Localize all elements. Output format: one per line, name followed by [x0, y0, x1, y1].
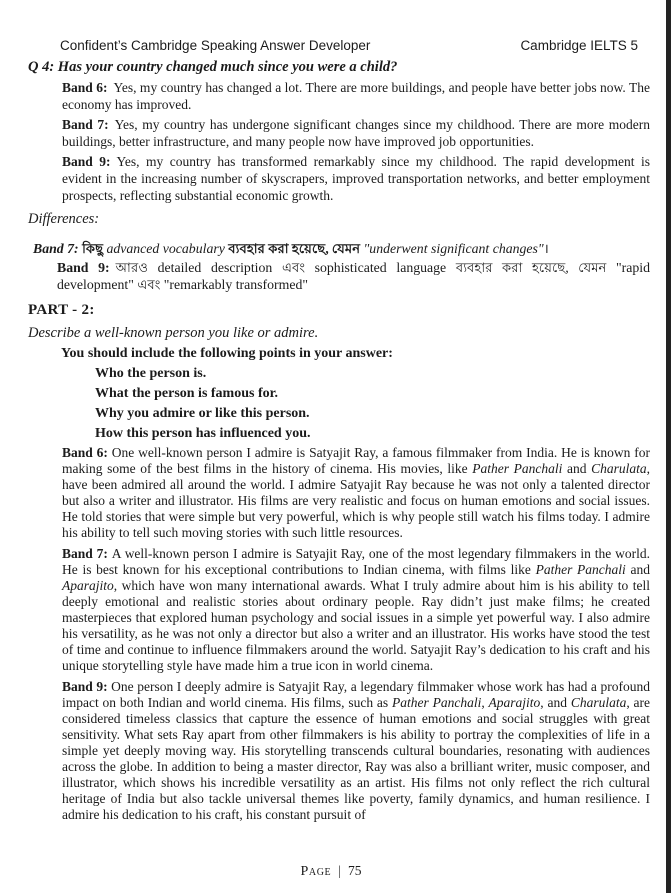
part2-band6-answer: Band 6: One well-known person I admire is Satyajit Ray, a famous filmmaker from India. He is known for making some of the best films in the history of cinema. His movies, like Pather Panchali and Charulata, have been admired all around the world. I admire Satyajit Ray because he was not only a talented director but also a writer and illustrator. His films are very realistic and focus on human emotions and social issues. He told stories that were simple but very powerful, which is why people still watch his films today. I admire his ability to tell such moving stories with such little resources.	[62, 445, 651, 540]
point-who: Who the person is.	[95, 366, 207, 381]
footer-page-number: 75	[347, 863, 362, 878]
differences-band7-note: Band 7: কিছু advanced vocabulary ব্যবহার করা হয়েছে, যেমন "underwent significant changes"।	[33, 241, 549, 256]
part1-band7-answer: Band 7: Yes, my country has undergone significant changes since my childhood. There are more modern buildings, better infrastructure, and many people now have improved job opportunities.	[62, 117, 650, 149]
part1-band9-answer: Band 9: Yes, my country has transformed remarkably since my childhood. The rapid development is evident in the increasing number of skyscrapers, improved transportation networks, and better employment prospects, reflecting substantial economic growth.	[62, 154, 650, 203]
point-what: What the person is famous for.	[95, 386, 279, 401]
page-right-edge-line	[666, 0, 671, 893]
differences-band9-note: Band 9: আরও detailed description এবং sophisticated language ব্যবহার করা হয়েছে, যেমন "rapid development" এবং "remarkably transformed"	[57, 260, 650, 292]
part2-band9-answer: Band 9: One person I deeply admire is Satyajit Ray, a legendary filmmaker whose work has had a profound impact on both Indian and world cinema. His films, such as Pather Panchali, Aparajito, and Charulata, are considered timeless classics that capture the essence of human emotions and social struggles with great sensitivity. What sets Ray apart from other filmmakers is his ability to portray the complexities of life in a simple yet deeply moving way. His storytelling transcends cultural boundaries, resonating with audiences across the globe. In addition to being a master director, Ray was also a brilliant writer, music composer, and illustrator, which shows his incredible versatility as an artist. His films not only reflect the rich cultural heritage of India but also tackle universal themes like poverty, family dynamics, and human resilience. I admire his dedication to his craft, his constant pursuit of	[62, 679, 651, 822]
page-header	[60, 38, 638, 54]
footer-separator: |	[338, 863, 341, 878]
point-how: How this person has influenced you.	[95, 426, 311, 441]
cue-card-topic: Describe a well-known person you like or admire.	[28, 325, 319, 341]
header-document-title: Confident’s Cambridge Speaking Answer Developer	[60, 38, 371, 53]
part2-heading: PART - 2:	[28, 302, 95, 318]
part1-band6-answer: Band 6: Yes, my country has changed a lot. There are more buildings, and people have better jobs now. The economy has improved.	[62, 80, 650, 112]
footer-page-label: Page	[300, 864, 332, 879]
page-footer	[0, 862, 662, 893]
differences-heading: Differences:	[28, 211, 100, 227]
question-4-line: Q 4: Has your country changed much since you were a child?	[28, 59, 398, 75]
point-why: Why you admire or like this person.	[95, 406, 310, 421]
points-intro-line: You should include the following points in your answer:	[61, 346, 393, 361]
header-book-title: Cambridge IELTS 5	[520, 38, 638, 53]
part2-band7-answer: Band 7: A well-known person I admire is Satyajit Ray, one of the most legendary filmmakers in the world. He is best known for his exceptional contributions to Indian cinema, with films like Pather Panchali and Aparajito, which have won many international awards. What I truly admire about him is his ability to tell deeply emotional and realistic stories about ordinary people. Ray didn’t just make films; he created masterpieces that explored human psychology and social issues in a simple yet powerful way. I also admire his versatility, as he was not only a director but also a writer and an illustrator. His works have stood the test of time and continue to influence filmmakers around the world. Satyajit Ray’s dedication to his craft and his unique storytelling style have made him a true icon in world cinema.	[62, 546, 650, 673]
